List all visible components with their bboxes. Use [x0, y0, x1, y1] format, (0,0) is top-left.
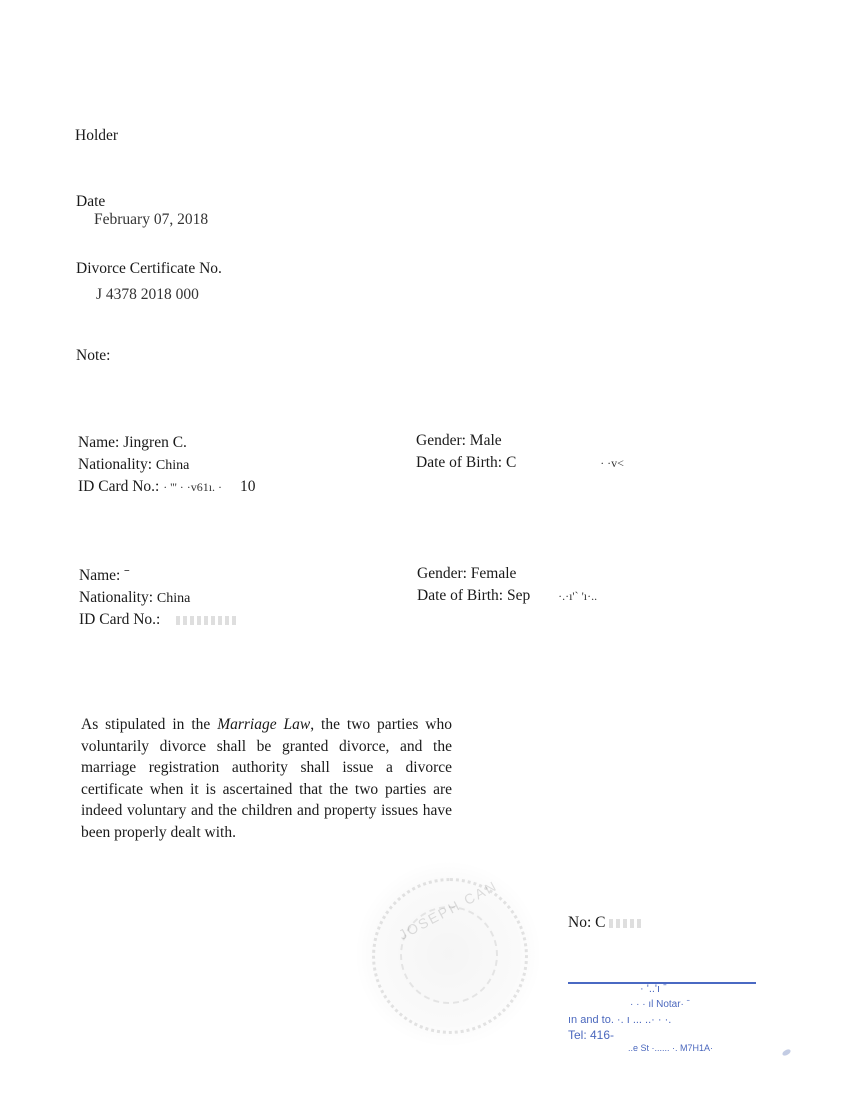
seal-text: JOSEPH CAN — [395, 877, 501, 943]
date-value: February 07, 2018 — [94, 211, 209, 228]
party2-gender — [417, 564, 516, 584]
party1-id-tail: 10 — [239, 478, 256, 495]
ink-mark — [781, 1048, 791, 1057]
party2-dob — [417, 586, 597, 606]
document-number-smudge — [609, 919, 643, 928]
statement-before: As stipulated in the — [81, 716, 218, 733]
certificate-value: J 4378 2018 000 — [96, 286, 199, 303]
stamp-line-2: · · · ıl Notar· ˉ — [630, 999, 690, 1010]
party1-gender-value: Male — [469, 432, 502, 449]
party1-dob — [416, 453, 624, 473]
party2-dob-value: Sep — [506, 587, 531, 604]
party2-gender-label: Gender: — [417, 565, 467, 582]
party1-name-value: Jingren C. — [123, 434, 187, 451]
party1-id — [78, 477, 255, 497]
party2-gender-value: Female — [470, 565, 517, 582]
party2-nationality — [79, 588, 190, 609]
party1-dob-tail: · ·v< — [600, 456, 624, 470]
statement-paragraph — [81, 714, 452, 843]
party1-nationality — [78, 455, 189, 476]
party1-gender-label: Gender: — [416, 432, 466, 449]
embossed-seal — [356, 862, 540, 1046]
party2-name — [79, 566, 129, 586]
document-number — [568, 913, 643, 933]
party1-id-value: · ''' · ·v61ı. · — [163, 480, 223, 494]
party2-dob-tail: ·.·ı'` 'ı·.. — [558, 589, 598, 603]
statement-after: , the two parties who voluntarily divorce shall be granted divorce, and the marriage registration authority shall issue a divorce certificate when it is ascertained that the two parties are indeed voluntary and the children and property issues have been properly dealt with. — [81, 716, 452, 841]
party1-id-label: ID Card No.: — [78, 478, 160, 495]
party2-nationality-value: China — [156, 591, 191, 606]
holder-label: Holder — [75, 127, 119, 144]
date-label: Date — [76, 193, 106, 210]
stamp-line-5: ..e St ·...... ·. M7H1A· — [628, 1043, 714, 1053]
document-number-value: C — [595, 914, 606, 931]
statement-law: Marriage Law — [217, 716, 311, 733]
document-number-label: No: — [568, 914, 592, 931]
party1-nationality-value: China — [155, 458, 190, 473]
party1-dob-label: Date of Birth: — [416, 454, 503, 471]
certificate-label: Divorce Certificate No. — [76, 260, 222, 277]
party2-id-value — [176, 616, 236, 625]
party1-name-label: Name: — [78, 434, 120, 451]
note-label: Note: — [76, 347, 111, 364]
party2-dob-label: Date of Birth: — [417, 587, 504, 604]
party1-gender — [416, 431, 502, 451]
stamp-line-1: · '..'ı ˉ — [640, 983, 667, 995]
party2-id — [79, 610, 236, 630]
party1-dob-value: C — [505, 454, 517, 471]
party1-nationality-label: Nationality: — [78, 456, 153, 473]
stamp-line-3: ın and to. ·. ı ... ..· · ·. — [568, 1014, 672, 1026]
party2-id-label: ID Card No.: — [79, 611, 161, 628]
party2-name-value: ˉ — [124, 567, 130, 584]
party2-nationality-label: Nationality: — [79, 589, 154, 606]
party1-name — [78, 433, 187, 453]
stamp-line-4: Tel: 416- — [568, 1028, 615, 1042]
party2-name-label: Name: — [79, 567, 121, 584]
